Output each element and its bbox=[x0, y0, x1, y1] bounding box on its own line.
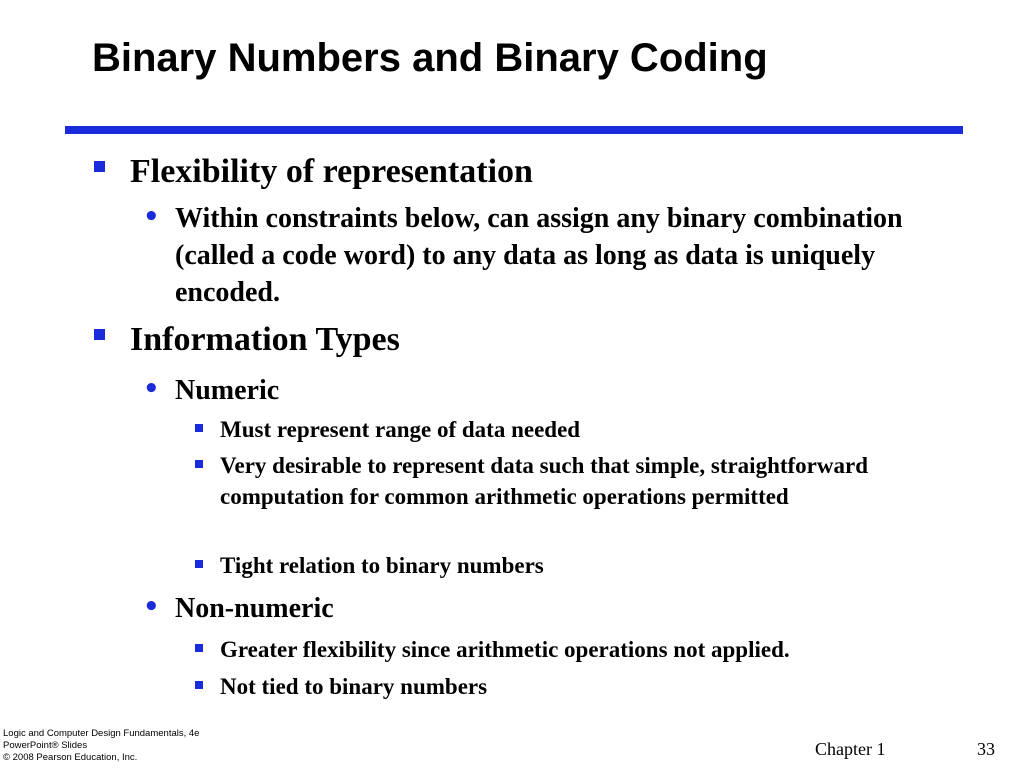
bullet-text: Very desirable to represent data such that simple, straightforward computation for common arithmetic operations permitted bbox=[220, 453, 868, 509]
square-bullet-icon bbox=[195, 560, 203, 568]
footer-chapter: Chapter 1 bbox=[815, 739, 886, 759]
bullet-item-not-tied bbox=[0, 671, 1024, 707]
dot-bullet-icon: • bbox=[143, 374, 160, 404]
square-bullet-icon bbox=[195, 644, 203, 652]
title-underline bbox=[65, 126, 963, 134]
bullet-text: Greater flexibility since arithmetic operations not applied. bbox=[220, 637, 790, 662]
bullet-item-computation bbox=[0, 450, 1024, 550]
bullet-item-tight-relation bbox=[0, 550, 1024, 590]
bullet-text: Information Types bbox=[130, 321, 400, 358]
footer-credits bbox=[3, 728, 199, 764]
slide-title: Binary Numbers and Binary Coding bbox=[92, 36, 768, 80]
bullet-text: Not tied to binary numbers bbox=[220, 674, 488, 699]
square-bullet-icon bbox=[195, 681, 203, 689]
bullet-text: Tight relation to binary numbers bbox=[220, 553, 544, 578]
bullet-text: Flexibility of representation bbox=[130, 153, 533, 190]
bullet-item-constraints bbox=[0, 200, 1024, 320]
bullet-item-non-numeric bbox=[0, 590, 1024, 634]
bullet-text: Non-numeric bbox=[175, 593, 334, 624]
bullet-text: Must represent range of data needed bbox=[220, 417, 581, 442]
square-bullet-icon bbox=[195, 460, 203, 468]
bullet-text: Within constraints below, can assign any binary combination (called a code word) to any data as long as data is uniquely encoded. bbox=[175, 203, 903, 308]
bullet-item-range bbox=[0, 414, 1024, 450]
slide-content bbox=[0, 152, 1024, 707]
page-number: 33 bbox=[977, 739, 995, 759]
square-bullet-icon bbox=[195, 424, 203, 432]
bullet-item-greater-flexibility bbox=[0, 634, 1024, 671]
bullet-item-flexibility bbox=[0, 152, 1024, 200]
square-bullet-icon bbox=[94, 329, 105, 340]
square-bullet-icon bbox=[94, 161, 105, 172]
bullet-item-information-types bbox=[0, 320, 1024, 372]
bullet-item-numeric bbox=[0, 372, 1024, 414]
footer-copyright: © 2008 Pearson Education, Inc. bbox=[3, 752, 138, 763]
footer-slides-label: PowerPoint® Slides bbox=[3, 740, 88, 751]
dot-bullet-icon: • bbox=[143, 592, 160, 622]
footer-book-title: Logic and Computer Design Fundamentals, 4e bbox=[3, 728, 200, 739]
bullet-text: Numeric bbox=[175, 375, 280, 406]
dot-bullet-icon: • bbox=[143, 202, 160, 232]
